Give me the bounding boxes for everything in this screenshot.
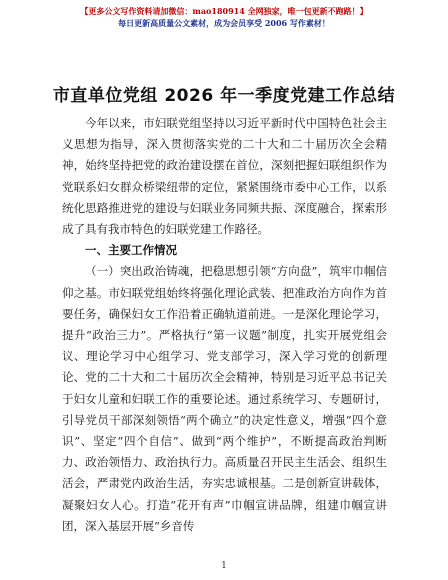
section-paragraph: （一）突出政治铸魂，把稳思想引领“方向盘”，筑牢巾帼信仰之基。市妇联党组始终将强化理论武装、把准政治方向作为首要任务，确保妇女工作沿着正确轨道前进。一是深化理论学习，提升“政治三力”。严格执行“第一议题”制度，扎实开展党组会议、理论学习中心组学习、党支部学习，深入学习党的创新理论、党的二十大和二十届历次全会精神，特别是习近平总书记关于妇女儿童和妇联工作的重要论述。通过系统学习、专题研讨，引导党员干部深刻领悟“两个确立”的决定性意义，增强“四个意识”、坚定“四个自信”、做到“两个维护”，不断提高政治判断力、政治领悟力、政治执行力。高质量召开民主生活会、组织生活会，严肃党内政治生活，夯实忠诚根基。二是创新宣讲载体，凝聚妇女人心。打造“花开有声”巾帼宣讲品牌，组建巾帼宣讲团，深入基层开展“乡音传 (62, 264, 387, 533)
document-body (62, 113, 387, 537)
document-title: 市直单位党组 2026 年一季度党建工作总结 (52, 86, 396, 106)
section-heading: 一、主要工作情况 (85, 243, 177, 258)
page-number: 1 (221, 561, 227, 571)
promo-banner-line-1: 【更多公文写作资料请加微信：mao180914 全网独家，唯一包更新不跑路！】 (80, 6, 368, 16)
intro-paragraph: 今年以来，市妇联党组坚持以习近平新时代中国特色社会主义思想为指导，深入贯彻落实党的二十大和二十届历次全会精神，始终坚持把党的政治建设摆在首位，深刻把握妇联组织作为党联系妇女群众桥梁纽带的定位，紧紧围绕市委中心工作，以系统化思路推进党的建设与妇联业务同频共振、深度融合，探索形成了具有我市特色的妇联党建工作路径。 (62, 116, 387, 237)
promo-banner (0, 5, 448, 29)
promo-banner-line-2: 每日更新高质量公文素材，成为会员享受 2006 写作素材！ (118, 18, 330, 28)
